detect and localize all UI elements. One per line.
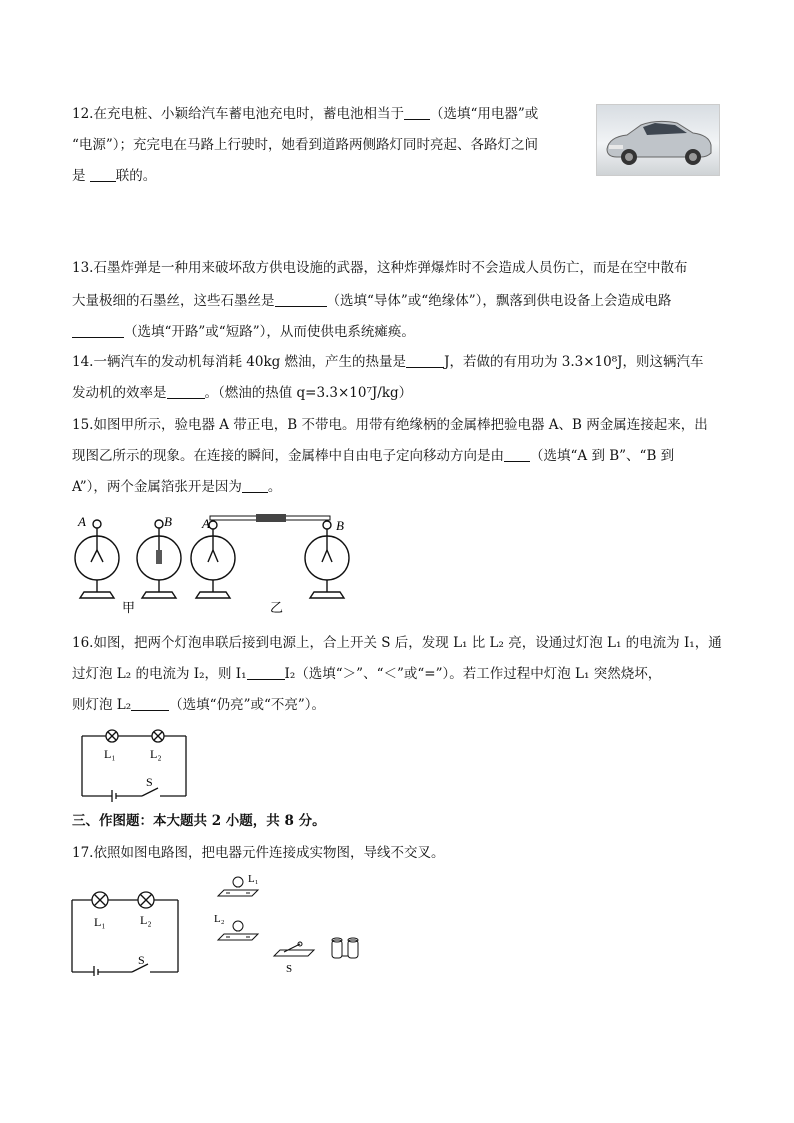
q16-blank-1 — [247, 665, 285, 680]
electroscope-figure — [70, 512, 370, 616]
q17-circuit — [68, 884, 184, 976]
q12-line1: 12.在充电桩、小颖给汽车蓄电池充电时，蓄电池相当于 （选填“用电器”或 — [72, 106, 539, 122]
q17-l2-label: L₂ — [140, 913, 152, 927]
q16-blank-2 — [131, 696, 169, 711]
electroscope-a-jia — [75, 520, 119, 598]
q12-line2: “电源”）；充完电在马路上行驶时，她看到道路两侧路灯同时亮起、各路灯之间 — [72, 137, 539, 153]
q14-line2: 发动机的效率是 。（燃油的热值 q=3.3×10⁷J/kg） — [72, 385, 413, 401]
car-photo-icon — [596, 104, 720, 176]
q13-line3: （选填“开路”或“短路”），从而使供电系统瘫痪。 — [72, 322, 415, 342]
electroscope-b-jia — [137, 520, 181, 598]
q16-line2: 过灯泡 L₂ 的电流为 I₂，则 I₁ I₂（选填“＞”、“＜”或“=”）。若工作过程中灯泡 L₁ 突然烧坏， — [72, 666, 662, 682]
caption-yi: 乙 — [270, 600, 284, 615]
q17-s-label: S — [138, 953, 145, 967]
q13-blank-2 — [72, 323, 124, 338]
q15-blank-1 — [504, 447, 530, 462]
q12-line3: 是 联的。 — [72, 168, 157, 184]
electroscope-a-yi — [191, 521, 235, 598]
lamp-l2-label: L₂ — [214, 913, 225, 925]
q17-components — [212, 870, 372, 980]
q13-line2: 大量极细的石墨丝，这些石墨丝是 （选填“导体”或“绝缘体”），飘落到供电设备上会造成电路 — [72, 293, 672, 309]
q17-line1: 17.依照如图电路图，把电器元件连接成实物图，导线不交叉。 — [72, 845, 445, 861]
q15-line2: 现图乙所示的现象。在连接的瞬间，金属棒中自由电子定向移动方向是由 （选填“A 到 B”、“B 到 — [72, 448, 675, 464]
section-3-heading: 三、作图题：本大题共 2 小题，共 8 分。 — [72, 813, 326, 829]
q16-l2-label: L₂ — [150, 747, 162, 761]
q15-line1: 15.如图甲所示，验电器 A 带正电，B 不带电。用带有绝缘柄的金属棒把验电器 A、B 两金属连接起来，出 — [72, 417, 708, 433]
label-b-jia: B — [164, 514, 172, 529]
q16-line3: 则灯泡 L₂ （选填“仍亮”或“不亮”）。 — [72, 697, 326, 713]
q16-circuit — [78, 728, 190, 804]
q13-line1: 13.石墨炸弹是一种用来破坏敌方供电设施的武器，这种炸弹爆炸时不会造成人员伤亡，而是在空中散布 — [72, 260, 688, 276]
q15-blank-2 — [242, 478, 268, 493]
lamp-l1-label: L₁ — [248, 873, 259, 885]
q16-line1: 16.如图，把两个灯泡串联后接到电源上，合上开关 S 后，发现 L₁ 比 L₂ 亮，设通过灯泡 L₁ 的电流为 I₁，通 — [72, 635, 722, 651]
metal-rod — [210, 514, 330, 522]
q14-blank-2 — [167, 384, 205, 399]
q12-blank-2 — [90, 167, 116, 182]
q17-l1-label: L₁ — [94, 915, 106, 929]
q16-s-label: S — [146, 775, 153, 789]
q14-blank-1 — [406, 353, 444, 368]
battery-component — [332, 938, 358, 958]
switch-label: S — [286, 963, 293, 975]
q13-blank-1 — [275, 292, 327, 307]
q12-blank-1 — [404, 105, 430, 120]
q16-l1-label: L₁ — [104, 747, 116, 761]
label-a-yi: A — [202, 516, 210, 531]
caption-jia: 甲 — [122, 600, 136, 615]
q15-line3: A”），两个金属箔张开是因为 。 — [72, 479, 282, 495]
label-a-jia: A — [78, 514, 86, 529]
label-b-yi: B — [336, 518, 344, 533]
switch-component — [274, 942, 314, 956]
q14-line1: 14.一辆汽车的发动机每消耗 40kg 燃油，产生的热量是 J，若做的有用功为 3.3×10⁸J，则这辆汽车 — [72, 354, 704, 370]
